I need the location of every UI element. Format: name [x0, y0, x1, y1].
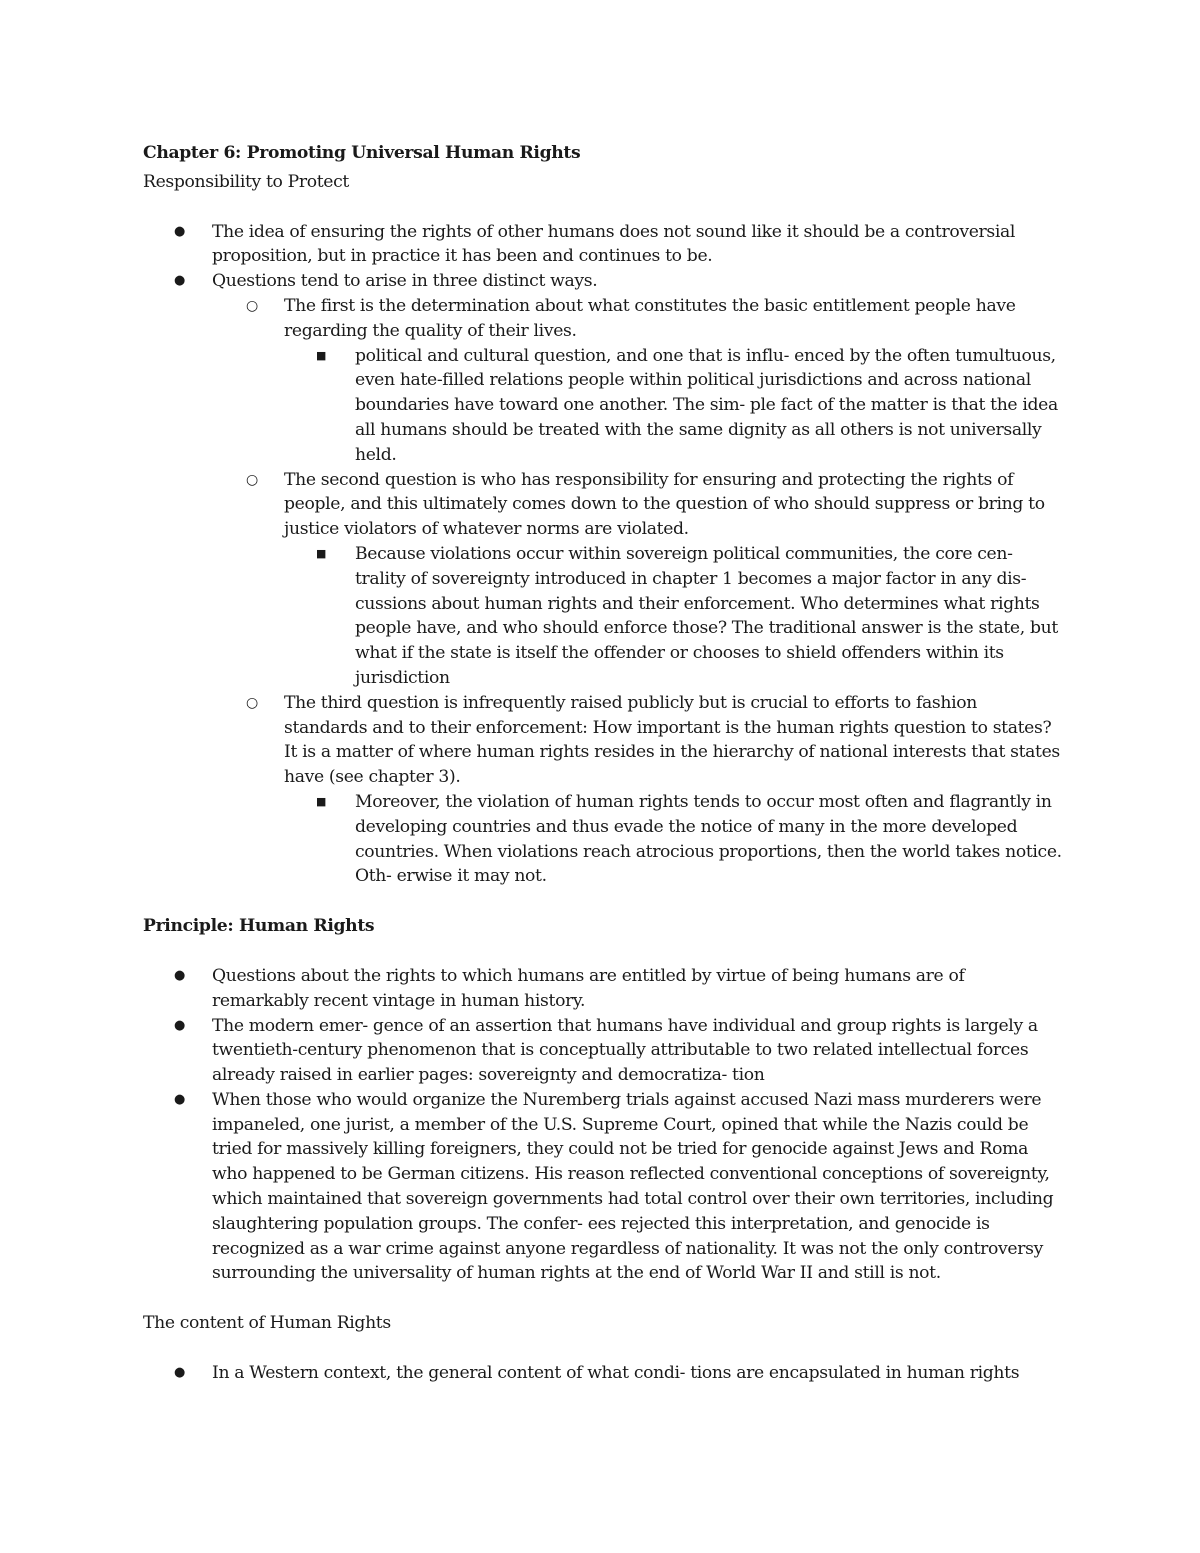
sub-sub-list	[212, 344, 1063, 468]
list-item-text: When those who would organize the Nuremberg trials against accused Nazi mass murderers were impaneled, one jurist, a member of the U.S. Supreme Court, opined that while the Nazis could be tried for massively killing foreigners, they could not be tried for genocide against Jews and Roma who happened to be German citizens. His reason reflected conventional conceptions of sovereignty, which maintained that sovereign governments had total control over their own territories, including slaughtering population groups. The confer- ees rejected this interpretation, and genocide is recognized as a war crime against anyone regardless of nationality. It was not the only controversy surrounding the universality of human rights at the end of World War II and still is not.	[212, 1089, 1054, 1284]
sub-sub-list-item	[284, 790, 1063, 889]
bullet-icon: ●	[174, 223, 185, 239]
list-item	[143, 1361, 1063, 1386]
sub-list-item	[212, 468, 1063, 691]
sub-list-item	[212, 691, 1063, 889]
sub-list-item-text: The first is the determination about what constitutes the basic entitlement people have regarding the quality of their lives.	[284, 295, 1016, 341]
document-body	[143, 141, 1063, 1386]
list-item-text: In a Western context, the general content of what condi- tions are encapsulated in human rights	[212, 1363, 1020, 1384]
list-item	[143, 964, 1063, 1014]
list-item-text: Questions about the rights to which humans are entitled by virtue of being humans are of remarkably recent vintage in human history.	[212, 965, 965, 1011]
hollow-bullet-icon: ○	[246, 471, 258, 488]
bullet-icon: ●	[174, 273, 185, 289]
page-subtitle: Responsibility to Protect	[143, 171, 349, 192]
section2-list	[143, 964, 1063, 1286]
square-bullet-icon: ■	[316, 348, 327, 362]
square-bullet-icon: ■	[316, 794, 327, 808]
sub-sub-list-item-text: Moreover, the violation of human rights tends to occur most often and flagrantly in developing countries and thus evade the notice of many in the more developed countries. When violations reach atrocious proportions, then the world takes notice. Oth- erwise it may not.	[355, 791, 1062, 887]
sub-sub-list-item-text: political and cultural question, and one that is influ- enced by the often tumultuous, even hate-filled relations people within political jurisdictions and across national boundaries have toward one another. The sim- ple fact of the matter is that the idea all humans should be treated with the same dignity as all others is not universally held.	[355, 345, 1058, 465]
sub-sub-list	[212, 542, 1063, 691]
bullet-icon: ●	[174, 967, 185, 983]
list-item-text: Questions tend to arise in three distinct ways.	[212, 271, 598, 292]
section1-list	[143, 220, 1063, 890]
list-item	[143, 1088, 1063, 1286]
section3-list	[143, 1361, 1063, 1386]
bullet-icon: ●	[174, 1365, 185, 1381]
sub-sub-list-item-text: Because violations occur within sovereign political communities, the core cen- trality of sovereignty introduced in chapter 1 becomes a major factor in any dis- cussions about human rights and their enforcement. Who determines what rights people have, and who should enforce those? The traditional answer is the state, but what if the state is itself the offender or chooses to shield offenders within its jurisdiction	[355, 543, 1058, 688]
list-item-text: The modern emer- gence of an assertion that humans have individual and group rights is largely a twentieth-century phenomenon that is conceptually attributable to two related intellectual forces already raised in earlier pages: sovereignty and democratiza- tion	[212, 1015, 1038, 1086]
list-item	[143, 269, 1063, 889]
list-item	[143, 220, 1063, 270]
list-item-text: The idea of ensuring the rights of other humans does not sound like it should be a controversial proposition, but in practice it has been and continues to be.	[212, 221, 1016, 267]
section-heading: The content of Human Rights	[143, 1313, 391, 1334]
bullet-icon: ●	[174, 1017, 185, 1033]
hollow-bullet-icon: ○	[246, 297, 258, 314]
sub-list-item	[212, 294, 1063, 468]
hollow-bullet-icon: ○	[246, 694, 258, 711]
section-heading: Principle: Human Rights	[143, 916, 375, 937]
sub-sub-list-item	[284, 344, 1063, 468]
page-title: Chapter 6: Promoting Universal Human Rights	[143, 143, 581, 163]
list-item	[143, 1014, 1063, 1088]
sub-list	[143, 294, 1063, 889]
sub-list-item-text: The second question is who has responsibility for ensuring and protecting the rights of people, and this ultimately comes down to the question of who should suppress or bring to justice violators of whatever norms are violated.	[284, 469, 1045, 540]
bullet-icon: ●	[174, 1091, 185, 1107]
sub-sub-list-item	[284, 542, 1063, 691]
square-bullet-icon: ■	[316, 546, 327, 560]
sub-sub-list	[212, 790, 1063, 889]
sub-list-item-text: The third question is infrequently raised publicly but is crucial to efforts to fashion standards and to their enforcement: How important is the human rights question to states? It is a matter of where human rights resides in the hierarchy of national interests that states have (see chapter 3).	[284, 692, 1060, 788]
